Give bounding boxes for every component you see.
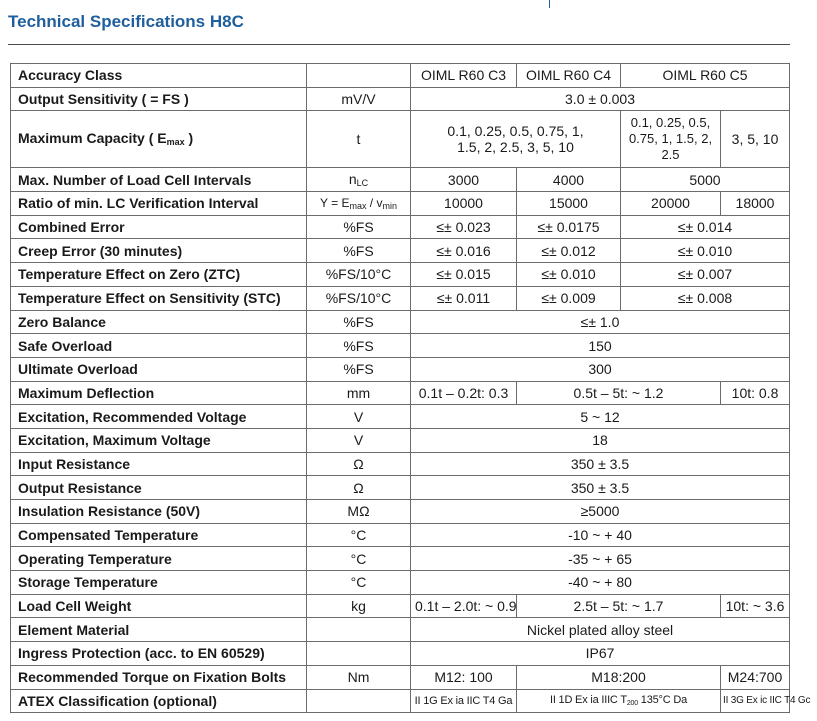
table-row xyxy=(11,168,790,192)
value-cell: 3.0 ± 0.003 xyxy=(411,87,790,111)
value-cell: ≤± 0.007 xyxy=(621,263,790,287)
unit-cell xyxy=(307,689,411,713)
value-cell: ≤± 0.0175 xyxy=(517,215,621,239)
value-cell: ≤± 0.015 xyxy=(411,263,517,287)
param-label: Insulation Resistance (50V) xyxy=(11,500,307,524)
value-cell: ≤± 0.008 xyxy=(621,286,790,310)
unit-cell: °C xyxy=(307,547,411,571)
value-cell: 10000 xyxy=(411,192,517,216)
param-label: Safe Overload xyxy=(11,334,307,358)
table-row xyxy=(11,87,790,111)
value-cell: ≤± 1.0 xyxy=(411,310,790,334)
value-cell: II 1D Ex ia IIIC $T_{200}$ 135°C Da xyxy=(517,689,721,713)
value-cell: II 3G Ex ic IIC T4 Gc xyxy=(721,689,790,713)
value-cell: ≤± 0.014 xyxy=(621,215,790,239)
unit-cell: %FS xyxy=(307,310,411,334)
value-cell: -40 ~ + 80 xyxy=(411,571,790,595)
value-cell: 300 xyxy=(411,357,790,381)
value-cell: 3, 5, 10 xyxy=(721,111,790,168)
top-tick-mark xyxy=(549,0,550,8)
param-label: Compensated Temperature xyxy=(11,523,307,547)
table-row xyxy=(11,571,790,595)
value-cell: M12: 100 xyxy=(411,665,517,689)
value-cell: 18 xyxy=(411,428,790,452)
value-cell: ≤± 0.009 xyxy=(517,286,621,310)
value-cell: 15000 xyxy=(517,192,621,216)
unit-cell xyxy=(307,642,411,666)
value-cell: II 1G Ex ia IIC T4 Ga xyxy=(411,689,517,713)
table-row xyxy=(11,263,790,287)
value-cell: 5 ~ 12 xyxy=(411,405,790,429)
value-cell: Nickel plated alloy steel xyxy=(411,618,790,642)
param-label: Input Resistance xyxy=(11,452,307,476)
unit-cell: V xyxy=(307,428,411,452)
table-row xyxy=(11,523,790,547)
unit-cell: $Y = E_{max} / v_{min}$ xyxy=(307,192,411,216)
param-label: Element Material xyxy=(11,618,307,642)
table-row xyxy=(11,334,790,358)
value-cell: ≥5000 xyxy=(411,500,790,524)
unit-cell: kg xyxy=(307,594,411,618)
value-cell: ≤± 0.011 xyxy=(411,286,517,310)
value-cell: M18:200 xyxy=(517,665,721,689)
param-label: Temperature Effect on Zero (ZTC) xyxy=(11,263,307,287)
value-cell: IP67 xyxy=(411,642,790,666)
spec-table xyxy=(10,63,811,713)
value-cell: 10t: 0.8 xyxy=(721,381,790,405)
unit-cell: Nm xyxy=(307,665,411,689)
class-c4: OIML R60 C4 xyxy=(517,64,621,88)
value-cell: 0.5t – 5t: ~ 1.2 xyxy=(517,381,721,405)
value-cell: 5000 xyxy=(621,168,790,192)
class-c5: OIML R60 C5 xyxy=(621,64,790,88)
table-row xyxy=(11,500,790,524)
table-row xyxy=(11,547,790,571)
param-label: Creep Error (30 minutes) xyxy=(11,239,307,263)
value-cell: ≤± 0.016 xyxy=(411,239,517,263)
value-cell: 0.1t – 2.0t: ~ 0.9 xyxy=(411,594,517,618)
value-cell: ≤± 0.010 xyxy=(621,239,790,263)
param-label: Maximum Capacity ( $E_{max}$ ) xyxy=(11,111,307,168)
param-label: Storage Temperature xyxy=(11,571,307,595)
param-label: ATEX Classification (optional) xyxy=(11,689,307,713)
value-cell: -35 ~ + 65 xyxy=(411,547,790,571)
unit-cell: Ω xyxy=(307,476,411,500)
table-row xyxy=(11,357,790,381)
unit-cell: °C xyxy=(307,523,411,547)
value-cell: 0.1t – 0.2t: 0.3 xyxy=(411,381,517,405)
table-row xyxy=(11,239,790,263)
param-accuracy-class: Accuracy Class xyxy=(11,64,307,88)
param-label: Excitation, Recommended Voltage xyxy=(11,405,307,429)
value-cell: 350 ± 3.5 xyxy=(411,452,790,476)
table-row xyxy=(11,476,790,500)
table-row xyxy=(11,642,790,666)
param-label: Zero Balance xyxy=(11,310,307,334)
value-cell: 4000 xyxy=(517,168,621,192)
param-label: Combined Error xyxy=(11,215,307,239)
table-row xyxy=(11,286,790,310)
param-label: Max. Number of Load Cell Intervals xyxy=(11,168,307,192)
unit-cell: %FS xyxy=(307,334,411,358)
unit-cell: t xyxy=(307,111,411,168)
value-cell: 2.5t – 5t: ~ 1.7 xyxy=(517,594,721,618)
param-label: Maximum Deflection xyxy=(11,381,307,405)
value-cell: 350 ± 3.5 xyxy=(411,476,790,500)
unit-cell: %FS xyxy=(307,239,411,263)
unit-cell: $n_{LC}$ xyxy=(307,168,411,192)
value-cell: 18000 xyxy=(721,192,790,216)
value-cell: ≤± 0.023 xyxy=(411,215,517,239)
param-label: Recommended Torque on Fixation Bolts xyxy=(11,665,307,689)
table-row xyxy=(11,428,790,452)
unit-cell: %FS/10°C xyxy=(307,286,411,310)
param-label: Ratio of min. LC Verification Interval xyxy=(11,192,307,216)
table-row xyxy=(11,618,790,642)
unit-cell xyxy=(307,64,411,88)
value-cell: -10 ~ + 40 xyxy=(411,523,790,547)
value-cell: 0.1, 0.25, 0.5, 0.75, 1, 1.5, 2, 2.5, 3, 5, 10 xyxy=(411,111,621,168)
unit-cell: Ω xyxy=(307,452,411,476)
value-cell: ≤± 0.012 xyxy=(517,239,621,263)
param-label: Excitation, Maximum Voltage xyxy=(11,428,307,452)
unit-cell: °C xyxy=(307,571,411,595)
value-cell: ≤± 0.010 xyxy=(517,263,621,287)
param-label: Load Cell Weight xyxy=(11,594,307,618)
unit-cell: %FS xyxy=(307,215,411,239)
value-cell: 10t: ~ 3.6 xyxy=(721,594,790,618)
param-label: Output Sensitivity ( = FS ) xyxy=(11,87,307,111)
table-row xyxy=(11,594,790,618)
table-row xyxy=(11,215,790,239)
param-label: Ultimate Overload xyxy=(11,357,307,381)
table-row xyxy=(11,665,790,689)
table-row xyxy=(11,689,790,713)
unit-cell: %FS/10°C xyxy=(307,263,411,287)
table-row xyxy=(11,405,790,429)
value-cell: 3000 xyxy=(411,168,517,192)
title-divider xyxy=(8,44,790,45)
table-row xyxy=(11,111,790,168)
unit-cell: MΩ xyxy=(307,500,411,524)
table-row xyxy=(11,192,790,216)
table-row xyxy=(11,381,790,405)
page-title: Technical Specifications H8C xyxy=(8,12,244,31)
table-row xyxy=(11,64,790,88)
value-cell: 0.1, 0.25, 0.5, 0.75, 1, 1.5, 2, 2.5 xyxy=(621,111,721,168)
param-label: Operating Temperature xyxy=(11,547,307,571)
class-c3: OIML R60 C3 xyxy=(411,64,517,88)
param-label: Ingress Protection (acc. to EN 60529) xyxy=(11,642,307,666)
table-row xyxy=(11,452,790,476)
unit-cell xyxy=(307,618,411,642)
value-cell: 150 xyxy=(411,334,790,358)
unit-cell: V xyxy=(307,405,411,429)
unit-cell: %FS xyxy=(307,357,411,381)
param-label: Output Resistance xyxy=(11,476,307,500)
table-row xyxy=(11,310,790,334)
value-cell: M24:700 xyxy=(721,665,790,689)
unit-cell: mV/V xyxy=(307,87,411,111)
unit-cell: mm xyxy=(307,381,411,405)
value-cell: 20000 xyxy=(621,192,721,216)
param-label: Temperature Effect on Sensitivity (STC) xyxy=(11,286,307,310)
